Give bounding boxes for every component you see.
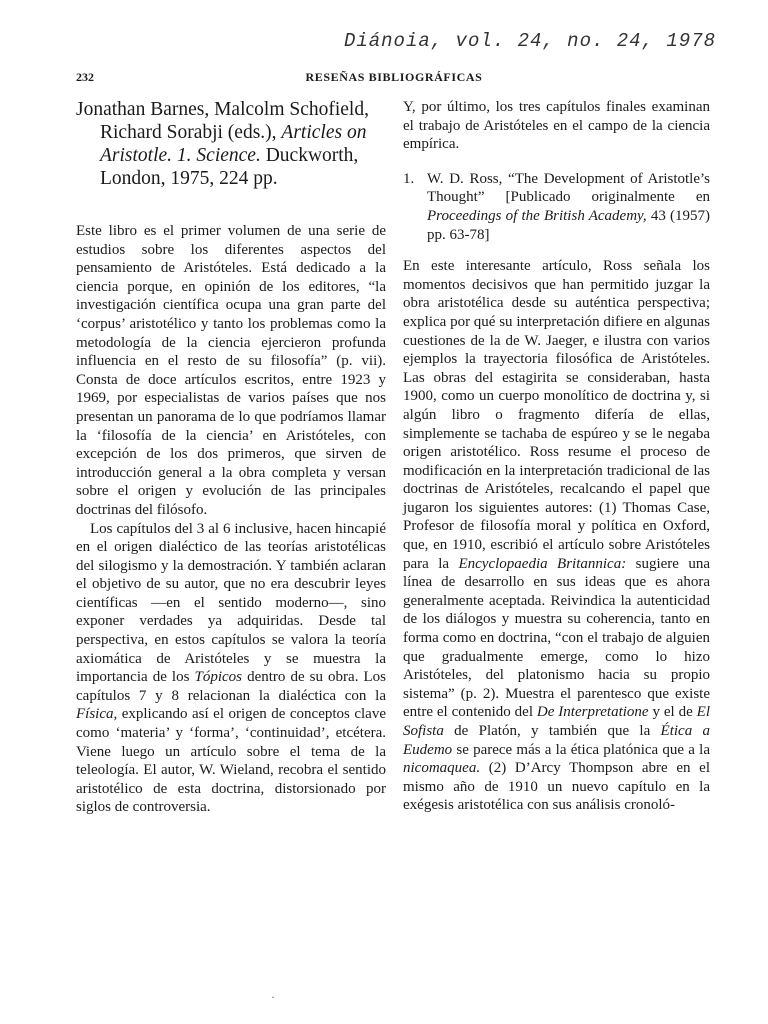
left-column — [76, 98, 386, 817]
italic-topicos: Tópicos — [194, 669, 242, 686]
review-paragraph-1: Este libro es el primer volumen de una serie de estudios sobre los diferentes aspectos del pensamiento de Aristóteles. Está dedicado a la ciencia porque, en opinión de los editores, “la investigación científica ocupa una gran parte del ‘corpus’ aristotélico y tanto los problemas como la metodología de la ciencia ejercieron profunda influencia en el resto de su filosofía” (p. vii). Consta de doce artículos escritos, entre 1923 y 1969, por especialistas de varios países que nos presentan un panorama de lo que podríamos llamar la ‘filosofía de la ciencia’ en Aristóteles, con excepción de los dos primeros, que sirven de introducción general a la obra completa y versan sobre el origen y evolución de las principales doctrinas del filósofo. — [76, 223, 386, 518]
page-header — [76, 70, 712, 88]
italic-el-sofista: El Sofista — [403, 704, 711, 739]
scan-speck: · — [271, 990, 275, 1004]
review-paragraph-2: Los capítulos del 3 al 6 inclusive, hacen hincapié en el origen dialéctico de las teorías aristotélicas del silogismo y la demostración. Y también aclaran el objetivo de su autor, que no era descubrir leyes científicas —en el sentido moderno—, sino exponer verdades ya adquiridas. Desde tal perspectiva, en estos capítulos se valora la teoría axiomática de Aristóteles y se muestra la importancia de los Tópicos dentro de su obra. Los capítulos 7 y 8 relacionan la dialéctica con la Física, explicando así el origen de conceptos clave como ‘materia’ y ‘forma’, ‘continuidad’, etcétera. Viene luego un artículo sobre el tema de la teleología. El autor, W. Wieland, recobra el sentido aristotélico de esta doctrina, distorsionado por siglos de controversia. — [76, 520, 387, 816]
italic-journal: Proceedings of the British Academy, — [427, 207, 647, 224]
running-head: RESEÑAS BIBLIOGRÁFICAS — [305, 70, 483, 84]
entry-book-title: Articles on Aristotle. 1. Science. — [100, 122, 367, 166]
entry-publisher: Duckworth, London, 1975, 224 pp. — [100, 145, 359, 189]
italic-de-interpretatione: De Interpretatione — [536, 704, 649, 721]
review-entry-heading — [76, 98, 386, 190]
article-reference — [403, 170, 710, 244]
right-column — [403, 98, 710, 815]
reference-number: 1. — [403, 170, 415, 187]
reference-text: W. D. Ross, “The Development of Aristotle’s Thought” [Publicado originalmente en Proceedings of the British Academy, 43 (1957) pp. 63-78] — [427, 170, 710, 243]
italic-encyclopaedia: Encyclopaedia Britannica: — [458, 555, 627, 572]
italic-fisica: Física, — [76, 706, 118, 723]
entry-editors: Jonathan Barnes, Malcolm Schofield, Richard Sorabji (eds.), — [76, 99, 369, 143]
italic-nicomaquea: nicomaquea. — [403, 760, 481, 777]
journal-citation-watermark: Diánoia, vol. 24, no. 24, 1978 — [343, 30, 716, 52]
review-paragraph-3: Y, por último, los tres capítulos finales examinan el trabajo de Aristóteles en el campo de la ciencia empírica. — [403, 99, 710, 153]
review-paragraph-4: En este interesante artículo, Ross señala los momentos decisivos que han permitido juzgar la obra aristotélica desde su auténtica perspectiva; explica por qué su interpretación difiere en algunas cuestiones de la de W. Jaeger, e ilustra con varios ejemplos la trayectoria filosófica de Aristóteles. Las obras del estagirita se consideraban, hasta 1900, como un cuerpo monolítico de doctrina y, si algún libro o fragmento difería de ellas, simplemente se tachaba de espúreo y se le negaba origen aristotélico. Ross resume el proceso de modificación en la interpretación tradicional de las doctrinas de Aristóteles, recalcando el papel que jugaron los siguientes autores: (1) Thomas Case, Profesor de filosofía moral y política en Oxford, que, en 1910, escribió el artículo sobre Aristóteles para la Encyclopaedia Britannica: sugiere una línea de desarrollo en sus ideas que es ahora generalmente aceptada. Reivindica la autenticidad de los diálogos y muestra su coherencia, tanto en forma como en doctrina, “con el trabajo de alguien que gradualmente emerge, como lo hizo Aristóteles, del platonismo hacia su propio sistema” (p. 2). Muestra el parentesco que existe entre el contenido del De Interpretatione y el de El Sofista de Platón, y también que la Ética a Eudemo se parece más a la ética platónica que a la nicomaquea. (2) D’Arcy Thompson abre en el mismo año de 1910 un nuevo capítulo en la exégesis aristotélica con sus análisis cronoló- — [403, 258, 711, 814]
italic-etica-a-eudemo: Ética a Eudemo — [403, 723, 711, 758]
page-number: 232 — [76, 70, 94, 84]
